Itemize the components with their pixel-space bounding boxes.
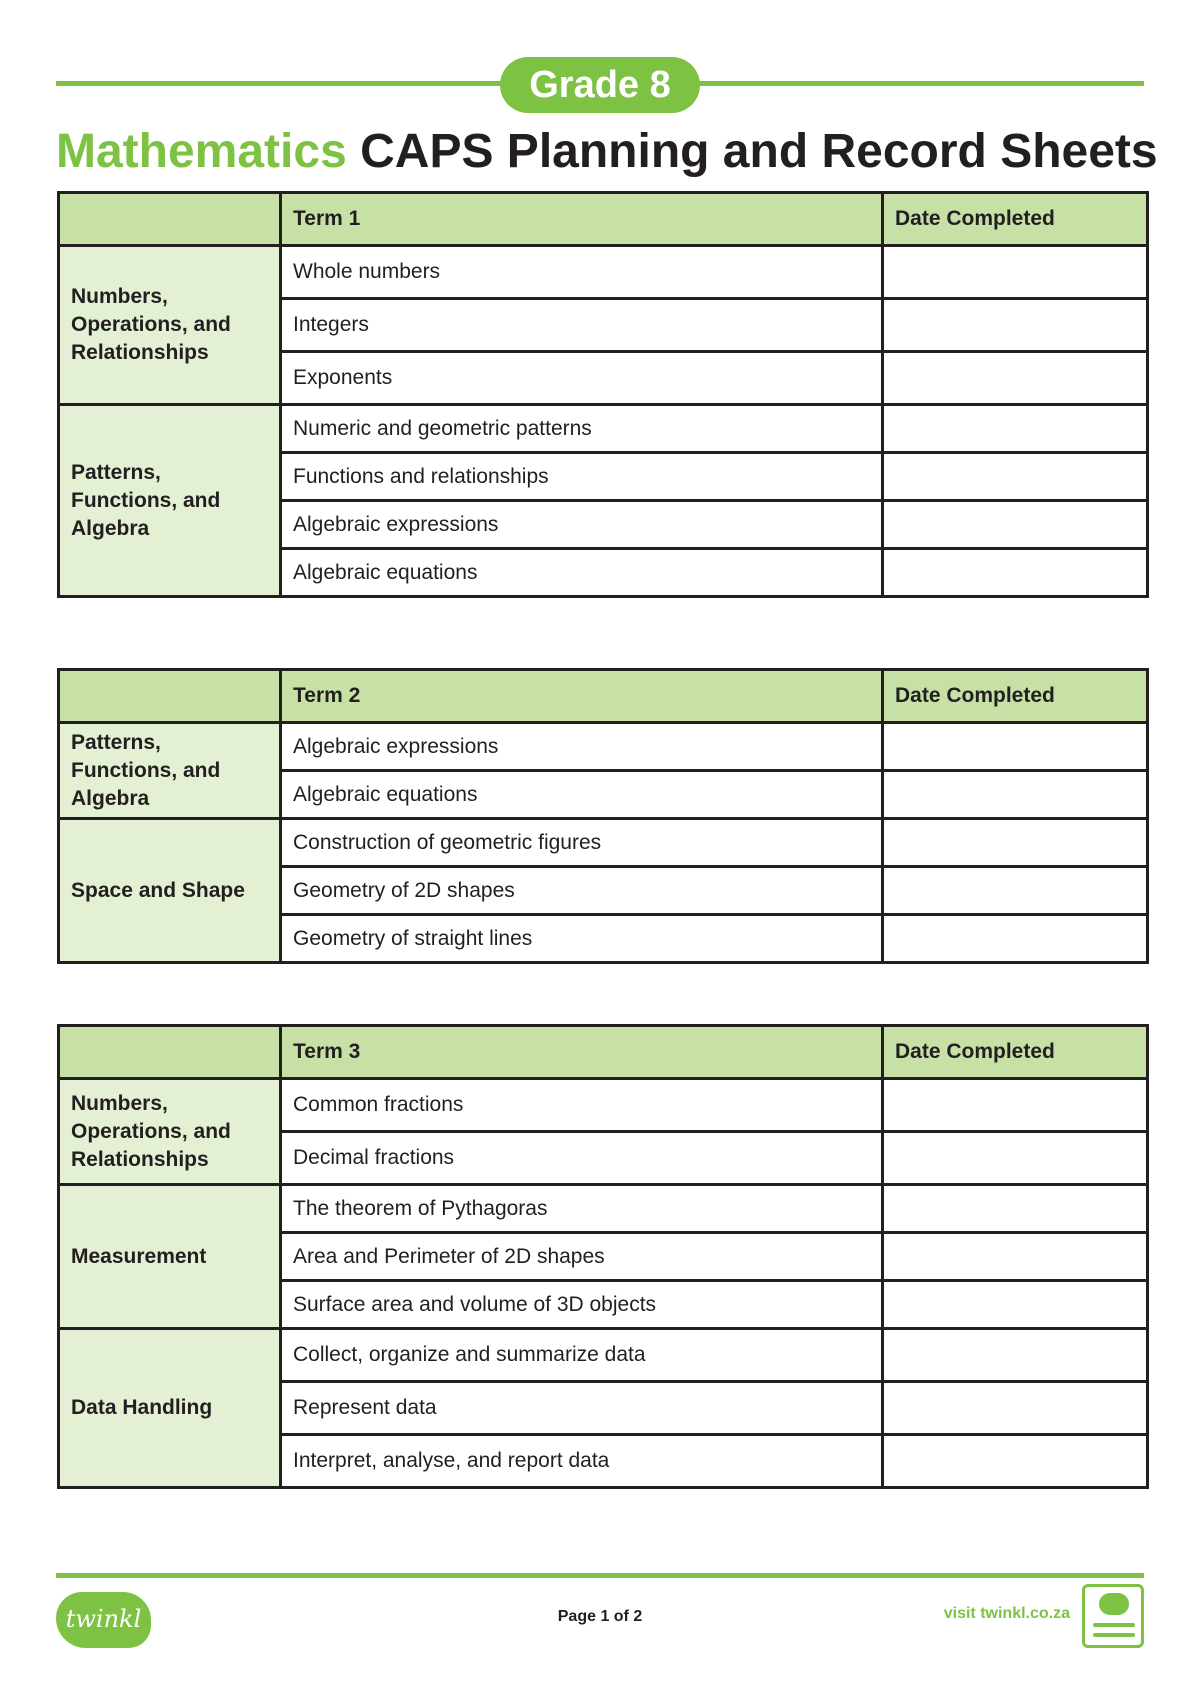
date-cell[interactable] [883,1435,1148,1488]
topic-cell: Surface area and volume of 3D objects [281,1281,883,1329]
page-number: Page 1 of 2 [557,1608,643,1625]
topic-cell: Whole numbers [281,246,883,299]
topic-cell: Represent data [281,1382,883,1435]
date-cell[interactable] [883,723,1148,771]
date-cell[interactable] [883,1382,1148,1435]
date-cell[interactable] [883,819,1148,867]
date-cell[interactable] [883,299,1148,352]
topic-cell: Algebraic equations [281,771,883,819]
topic-cell: Common fractions [281,1079,883,1132]
strand-cell: Numbers, Operations, and Relationships [59,246,281,405]
topic-cell: The theorem of Pythagoras [281,1185,883,1233]
website-link[interactable]: visit twinkl.co.za [943,1605,1070,1622]
date-cell[interactable] [883,1079,1148,1132]
topic-cell: Integers [281,299,883,352]
strand-cell: Numbers, Operations, and Relationships [59,1079,281,1185]
title-subject: Mathematics [56,125,347,178]
date-completed-header: Date Completed [883,670,1148,723]
topic-cell: Algebraic expressions [281,723,883,771]
term-label: Term 2 [281,670,883,723]
topic-cell: Exponents [281,352,883,405]
topic-cell: Numeric and geometric patterns [281,405,883,453]
badge-line [1093,1623,1135,1627]
strand-cell: Patterns, Functions, and Algebra [59,405,281,597]
page-title [56,122,1158,182]
topic-cell: Geometry of 2D shapes [281,867,883,915]
title-rest: CAPS Planning and Record Sheets [360,125,1158,178]
badge-line [1093,1633,1135,1637]
date-cell[interactable] [883,1185,1148,1233]
strand-cell: Data Handling [59,1329,281,1488]
date-cell[interactable] [883,915,1148,963]
quality-badge-icon [1082,1584,1144,1648]
header-blank-cell [59,193,281,246]
topic-cell: Area and Perimeter of 2D shapes [281,1233,883,1281]
footer-rule [56,1573,1144,1578]
date-cell[interactable] [883,352,1148,405]
date-cell[interactable] [883,1233,1148,1281]
header-blank-cell [59,1026,281,1079]
date-cell[interactable] [883,771,1148,819]
term-label: Term 3 [281,1026,883,1079]
grade-badge: Grade 8 [500,57,700,113]
date-completed-header: Date Completed [883,1026,1148,1079]
badge-emblem [1099,1593,1129,1615]
twinkl-logo: twinkl [56,1592,151,1648]
topic-cell: Algebraic expressions [281,501,883,549]
topic-cell: Decimal fractions [281,1132,883,1185]
topic-cell: Algebraic equations [281,549,883,597]
strand-cell: Patterns, Functions, and Algebra [59,723,281,819]
date-completed-header: Date Completed [883,193,1148,246]
topic-cell: Geometry of straight lines [281,915,883,963]
date-cell[interactable] [883,453,1148,501]
topic-cell: Collect, organize and summarize data [281,1329,883,1382]
date-cell[interactable] [883,405,1148,453]
topic-cell: Functions and relationships [281,453,883,501]
date-cell[interactable] [883,867,1148,915]
header-blank-cell [59,670,281,723]
strand-cell: Measurement [59,1185,281,1329]
topic-cell: Construction of geometric figures [281,819,883,867]
term-label: Term 1 [281,193,883,246]
strand-cell: Space and Shape [59,819,281,963]
date-cell[interactable] [883,246,1148,299]
date-cell[interactable] [883,1132,1148,1185]
term-1-table [57,191,1149,598]
date-cell[interactable] [883,1329,1148,1382]
date-cell[interactable] [883,549,1148,597]
term-2-table [57,668,1149,964]
date-cell[interactable] [883,501,1148,549]
topic-cell: Interpret, analyse, and report data [281,1435,883,1488]
date-cell[interactable] [883,1281,1148,1329]
term-3-table [57,1024,1149,1489]
